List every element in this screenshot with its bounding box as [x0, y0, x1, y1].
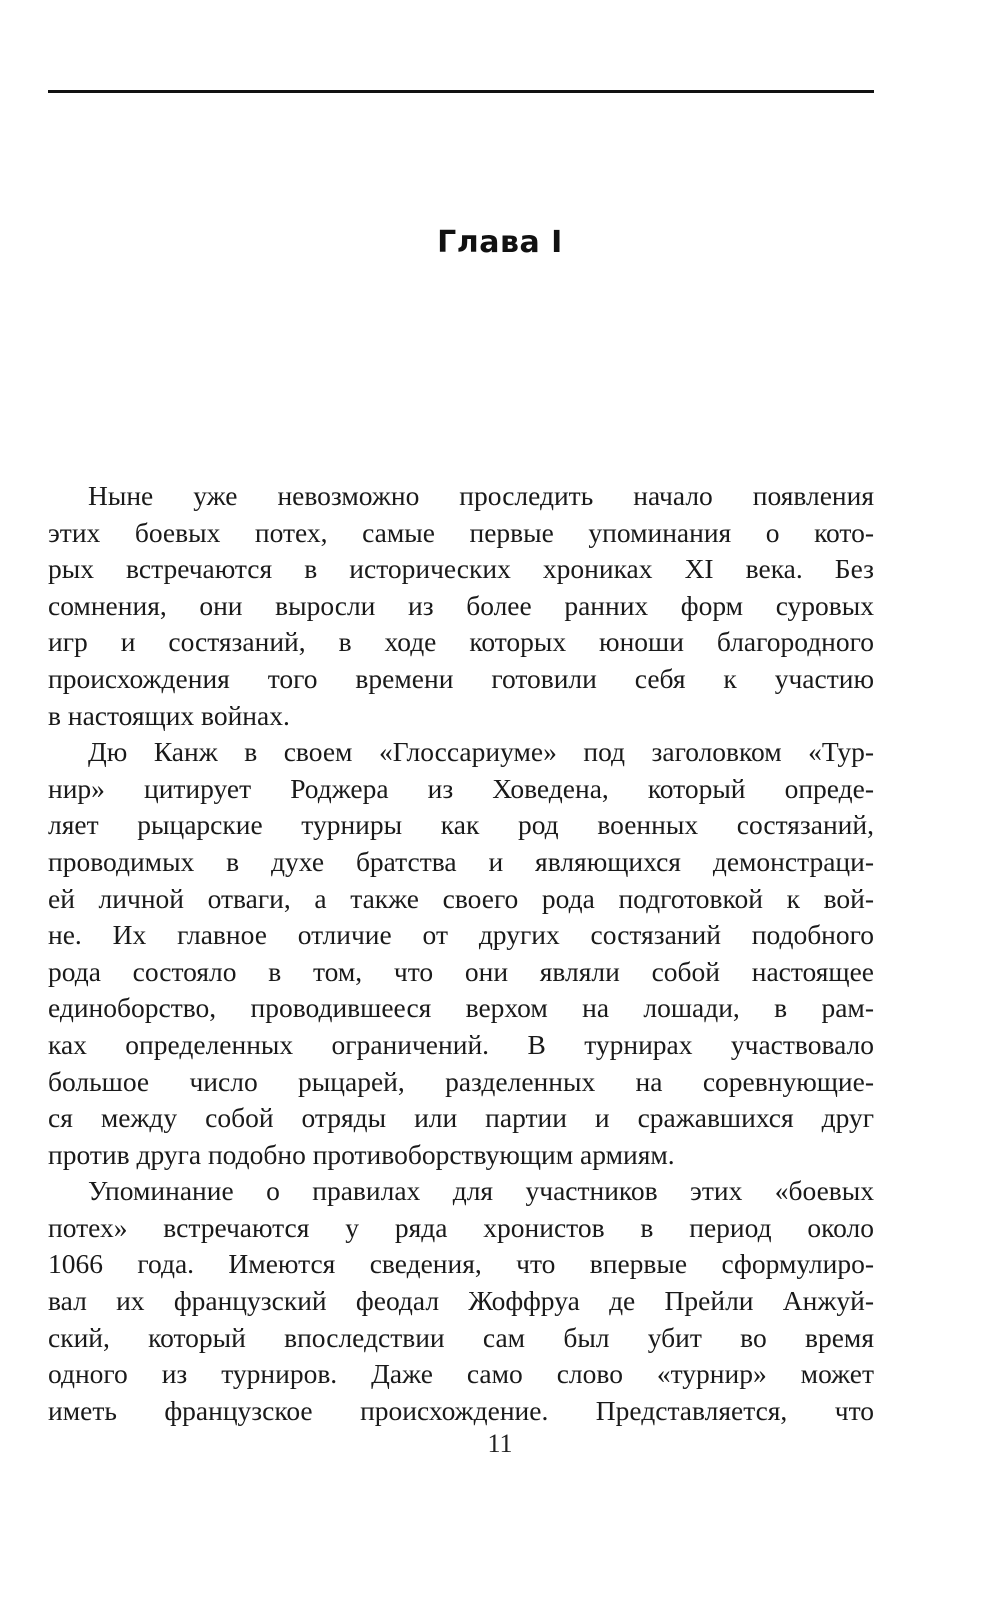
text-line: нир» цитирует Роджера из Ховедена, который опреде- [48, 772, 874, 804]
text-line: ский, который впоследствии сам был убит во время [48, 1321, 874, 1353]
text-line: одного из турниров. Даже само слово «турнир» может [48, 1358, 874, 1390]
chapter-title: Глава I [437, 225, 563, 260]
text-line: ся между собой отряды или партии и сражавшихся друг [48, 1102, 874, 1134]
text-line: этих боевых потех, самые первые упоминания о кото- [48, 516, 874, 548]
body-text [48, 478, 874, 1429]
text-line: иметь французское происхождение. Представляется, что [48, 1394, 874, 1426]
text-line: ляет рыцарские турниры как род военных состязаний, [48, 809, 874, 841]
text-line: против друга подобно противоборствующим армиям. [48, 1138, 675, 1170]
text-line: не. Их главное отличие от других состязаний подобного [48, 919, 874, 951]
text-line: сомнения, они выросли из более ранних форм суровых [48, 589, 874, 621]
text-line: Упоминание о правилах для участников этих «боевых [88, 1175, 874, 1207]
text-line: рых встречаются в исторических хрониках XI века. Без [48, 553, 874, 585]
page-number: 11 [487, 1429, 513, 1458]
text-line: Дю Канж в своем «Глоссариуме» под заголовком «Тур- [88, 736, 874, 768]
text-line: ках определенных ограничений. В турнирах участвовало [48, 1028, 874, 1060]
text-line: 1066 года. Имеются сведения, что впервые сформулиро- [48, 1248, 874, 1280]
text-line: большое число рыцарей, разделенных на соревнующие- [48, 1065, 874, 1097]
text-line: в настоящих войнах. [48, 699, 290, 731]
text-line: ей личной отваги, а также своего рода подготовкой к вой- [48, 882, 874, 914]
text-line: происхождения того времени готовили себя к участию [48, 662, 874, 694]
text-line: потех» встречаются у ряда хронистов в период около [48, 1211, 874, 1243]
text-line: проводимых в духе братства и являющихся демонстраци- [48, 845, 874, 877]
text-line: рода состояло в том, что они являли собой настоящее [48, 955, 874, 987]
text-line: вал их французский феодал Жоффруа де Прейли Анжуй- [48, 1285, 874, 1317]
text-line: игр и состязаний, в ходе которых юноши благородного [48, 626, 874, 658]
top-rule [48, 90, 874, 93]
text-line: Ныне уже невозможно проследить начало появления [88, 480, 874, 511]
text-line: единоборство, проводившееся верхом на лошади, в рам- [48, 992, 874, 1024]
